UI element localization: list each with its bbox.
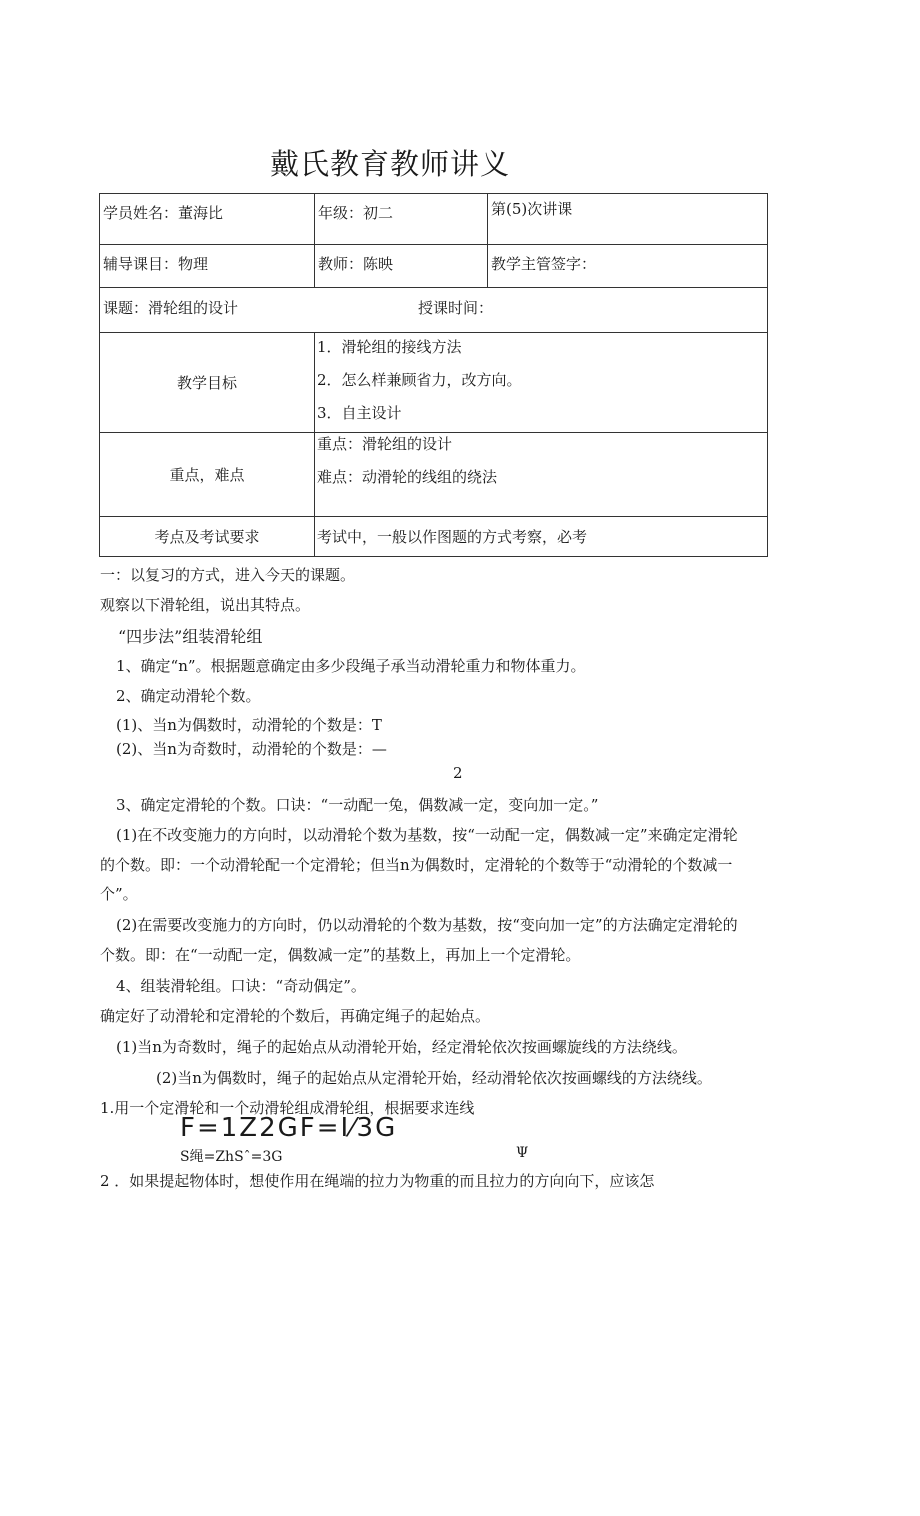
step-3: 3、确定定滑轮的个数。口诀：“一动配一兔，偶数减一定，变向加一定。” bbox=[116, 796, 599, 814]
lesson-number: 第(5)次讲课 bbox=[491, 200, 573, 218]
step-3-rule-2: (2)在需要改变施力的方向时，仍以动滑轮的个数为基数，按“变向加一定”的方法确定定滑轮的 bbox=[116, 916, 738, 934]
formula-line: F=1Z2GF=I⁄3G bbox=[180, 1113, 398, 1143]
odd-rule: (1)当n为奇数时，绳子的起始点从动滑轮开始，经定滑轮依次按画螺旋线的方法绕线。 bbox=[116, 1038, 687, 1056]
topic: 课题：滑轮组的设计 bbox=[103, 299, 239, 317]
goal-item: 3．自主设计 bbox=[317, 404, 402, 422]
rope-formula: S绳=ZhSˆ=3G bbox=[180, 1149, 283, 1165]
supervisor-cell bbox=[488, 245, 768, 288]
fraction-denominator: 2 bbox=[453, 764, 463, 782]
question-1: 1.用一个定滑轮和一个动滑轮组成滑轮组，根据要求连线 bbox=[100, 1099, 475, 1117]
exam-requirement: 考试中，一般以作图题的方式考察，必考 bbox=[317, 528, 588, 546]
key-points-cell bbox=[315, 433, 768, 517]
question-2: 2 ．如果提起物体时，想使作用在绳端的拉力为物重的而且拉力的方向向下，应该怎 bbox=[100, 1172, 655, 1190]
goal-item: 1．滑轮组的接线方法 bbox=[317, 338, 462, 356]
step-4: 4、组装滑轮组。口诀：“奇动偶定”。 bbox=[116, 977, 366, 995]
key-point: 重点：滑轮组的设计 bbox=[317, 435, 453, 453]
psi-symbol: Ψ bbox=[516, 1145, 529, 1161]
section-heading: “四步法”组装滑轮组 bbox=[118, 627, 263, 646]
goals-label: 教学目标 bbox=[100, 333, 315, 433]
key-points-label: 重点，难点 bbox=[100, 433, 315, 517]
grade-cell bbox=[315, 194, 488, 245]
step-1: 1、确定“n”。根据题意确定由多少段绳子承当动滑轮重力和物体重力。 bbox=[116, 657, 586, 675]
course: 辅导课目：物理 bbox=[103, 255, 209, 273]
start-point-line: 确定好了动滑轮和定滑轮的个数后，再确定绳子的起始点。 bbox=[100, 1007, 491, 1025]
observe-line: 观察以下滑轮组，说出其特点。 bbox=[100, 596, 311, 614]
difficult-point: 难点：动滑轮的线组的绕法 bbox=[317, 468, 498, 486]
step-2-odd: (2)、当n为奇数时，动滑轮的个数是：— bbox=[116, 740, 387, 758]
grade: 年级：初二 bbox=[318, 204, 394, 222]
step-3-rule-1-end: 个”。 bbox=[100, 885, 138, 903]
topic-row bbox=[100, 288, 768, 333]
teacher: 教师：陈映 bbox=[318, 255, 394, 273]
course-cell bbox=[100, 245, 315, 288]
goal-item: 2．怎么样兼顾省力，改方向。 bbox=[317, 371, 522, 389]
supervisor-signature: 教学主管签字： bbox=[491, 255, 597, 273]
step-3-rule-2-cont: 个数。即：在“一动配一定，偶数减一定”的基数上，再加上一个定滑轮。 bbox=[100, 946, 581, 964]
even-rule: (2)当n为偶数时，绳子的起始点从定滑轮开始，经动滑轮依次按画螺线的方法绕线。 bbox=[156, 1069, 712, 1087]
step-3-rule-1-cont: 的个数。即：一个动滑轮配一个定滑轮；但当n为偶数时，定滑轮的个数等于“动滑轮的个数减一 bbox=[100, 856, 733, 874]
exam-cell bbox=[315, 517, 768, 557]
student-name: 学员姓名：董海比 bbox=[103, 204, 224, 222]
page-title: 戴氏教育教师讲义 bbox=[269, 147, 510, 181]
exam-label: 考点及考试要求 bbox=[100, 517, 315, 557]
intro-line: 一：以复习的方式，进入今天的课题。 bbox=[100, 566, 356, 584]
info-table bbox=[99, 193, 768, 557]
teacher-cell bbox=[315, 245, 488, 288]
step-2-even: (1)、当n为偶数时，动滑轮的个数是：T bbox=[116, 716, 382, 734]
student-cell bbox=[100, 194, 315, 245]
class-time: 授课时间： bbox=[418, 299, 494, 317]
goals-cell bbox=[315, 333, 768, 433]
lesson-cell bbox=[488, 194, 768, 245]
step-3-rule-1: (1)在不改变施力的方向时，以动滑轮个数为基数，按“一动配一定，偶数减一定”来确定定滑轮 bbox=[116, 826, 738, 844]
step-2: 2、确定动滑轮个数。 bbox=[116, 687, 261, 705]
